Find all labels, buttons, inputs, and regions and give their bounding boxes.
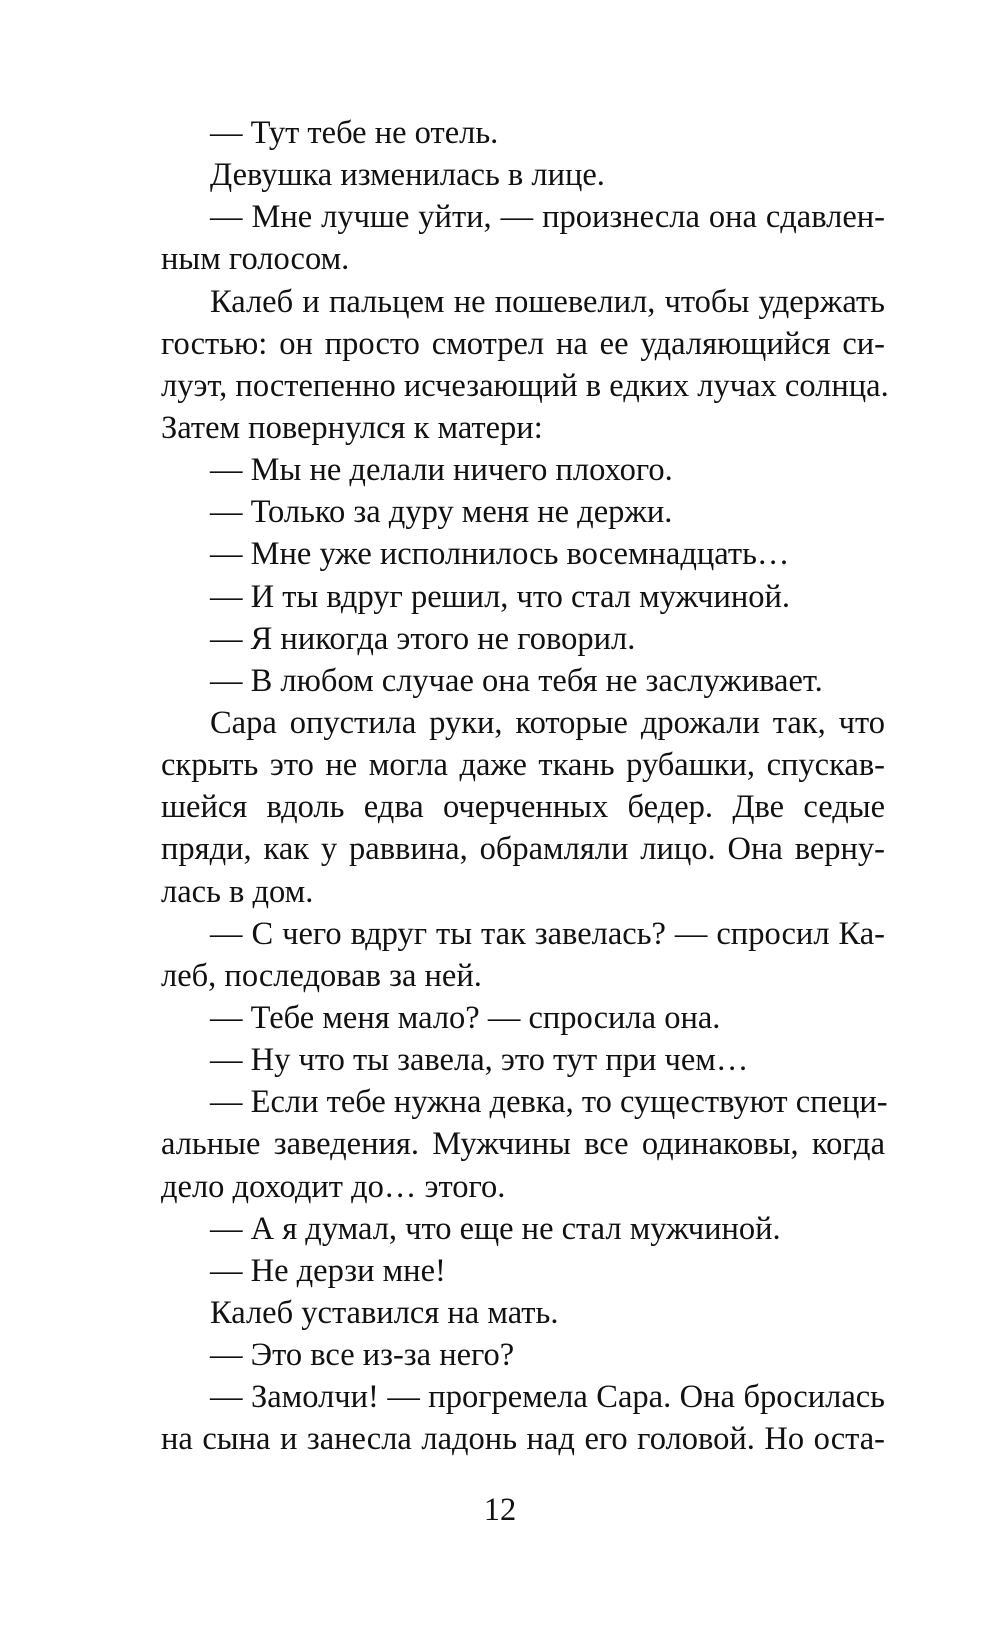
text-line: Затем повернулся к матери:	[161, 409, 543, 446]
text-line: — Я никогда этого не говорил.	[210, 620, 636, 657]
text-line: — Замолчи! — прогремела Сара. Она бросилась	[210, 1379, 885, 1416]
text-line: — И ты вдруг решил, что стал мужчиной.	[210, 578, 791, 615]
page-number: 12	[483, 1492, 517, 1528]
text-line: дело доходит до… этого.	[161, 1168, 506, 1205]
text-line: — Если тебе нужна девка, то существуют специ-	[210, 1084, 888, 1121]
text-line: Калеб и пальцем не пошевелил, чтобы удержать	[210, 283, 885, 320]
text-line: скрыть это не могла даже ткань рубашки, спускав-	[161, 747, 885, 784]
text-line: луэт, постепенно исчезающий в едких лучах солнца.	[161, 367, 889, 404]
text-line: альные заведения. Мужчины все одинаковы, когда	[161, 1126, 885, 1163]
text-line: шейся вдоль едва очерченных бедер. Две седые	[161, 789, 885, 826]
text-line: — Тут тебе не отель.	[210, 115, 499, 151]
text-line: леб, последовав за ней.	[161, 957, 482, 994]
text-line: — Мне уже исполнилось восемнадцать…	[210, 536, 790, 573]
text-line: Сара опустила руки, которые дрожали так, что	[210, 704, 885, 741]
text-line: пряди, как у раввина, обрамляли лицо. Она верну-	[161, 831, 885, 868]
text-line: Калеб уставился на мать.	[210, 1294, 559, 1331]
text-line: — Это все из-за него?	[210, 1337, 515, 1374]
text-line: — С чего вдруг ты так завелась? — спросил Ка-	[210, 915, 885, 952]
body-text	[161, 112, 889, 1461]
text-line: — А я думал, что еще не стал мужчиной.	[210, 1210, 781, 1247]
text-line: — Мне лучше уйти, — произнесла она сдавлен-	[210, 199, 885, 236]
text-line: — Только за дуру меня не держи.	[210, 494, 673, 531]
text-line: на сына и занесла ладонь над его головой. Но оста-	[161, 1421, 885, 1458]
text-line: гостью: он просто смотрел на ее удаляющийся си-	[161, 325, 885, 362]
text-line: — В любом случае она тебя не заслуживает.	[210, 662, 823, 699]
text-line: ным голосом.	[161, 241, 350, 278]
text-line: — Ну что ты завела, это тут при чем…	[210, 1042, 749, 1079]
text-line: — Не дерзи мне!	[210, 1252, 446, 1289]
text-line: — Тебе меня мало? — спросила она.	[210, 999, 721, 1036]
text-line: лась в дом.	[161, 873, 314, 910]
text-line: Девушка изменилась в лице.	[210, 157, 605, 194]
text-line: — Мы не делали ничего плохого.	[210, 452, 673, 489]
